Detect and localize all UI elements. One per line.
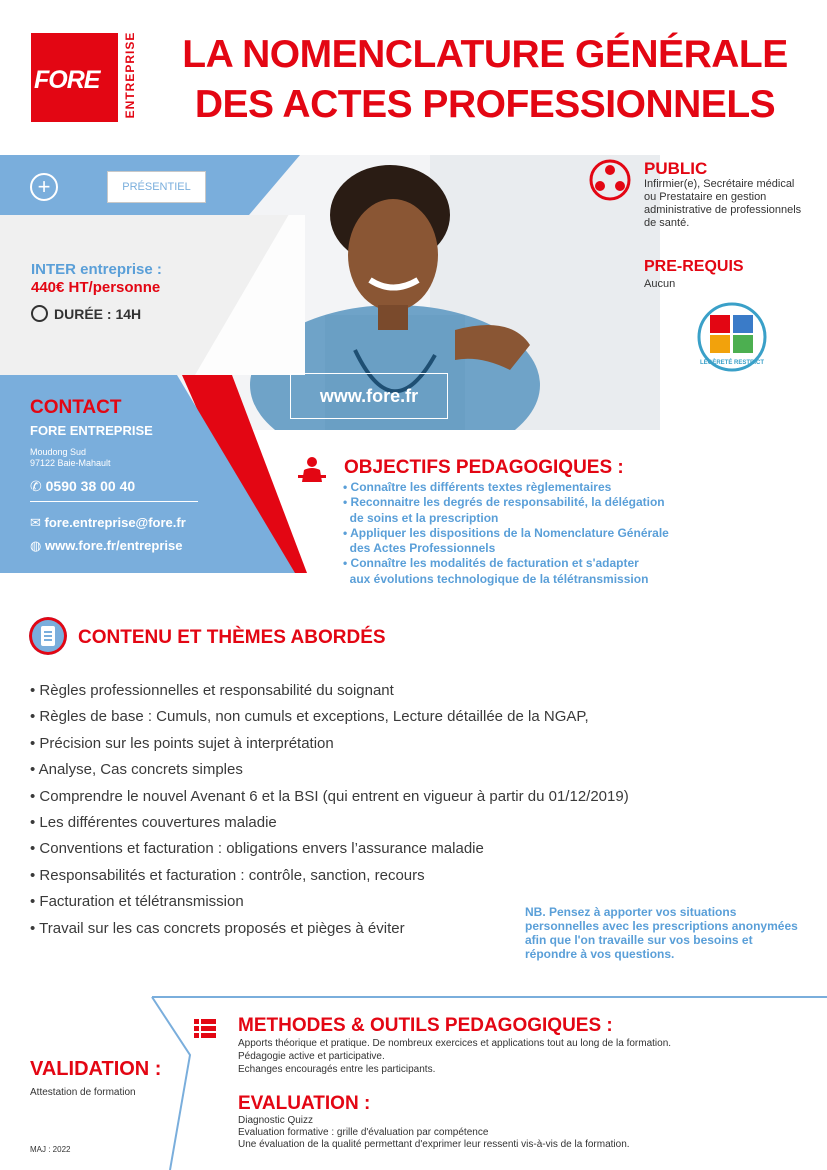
public-text: Infirmier(e), Secrétaire médical ou Prestataire en gestion administrative de professionnels de santé. [644,178,802,229]
public-icon [588,158,632,202]
objectif-item: des Actes Professionnels [343,541,496,556]
contenu-item: • Comprendre le nouvel Avenant 6 et la BSI (qui entrent en vigueur à partir du 01/12/2019) [30,787,629,805]
contact-phone[interactable] [30,478,135,495]
evaluation-heading: EVALUATION : [238,1093,371,1114]
accessibility-badge-icon [697,302,767,372]
website-url: www.fore.fr/entreprise [44,538,183,553]
duration [31,305,141,322]
price-label: 440€ HT/personne [31,279,161,296]
prerequis-heading: PRE-REQUIS [644,258,744,275]
evaluation-text [238,1115,818,1151]
prerequis-text: Aucun [644,278,676,290]
methodes-heading: METHODES & OUTILS PEDAGOGIQUES : [238,1015,613,1036]
contact-company: FORE ENTREPRISE [30,423,153,438]
globe-icon: ◍ [30,538,45,553]
contenu-item: • Précision sur les points sujet à interprétation [30,734,334,752]
contact-website[interactable] [30,538,182,554]
mail-icon: ✉ [30,515,45,530]
contenu-item: • Facturation et télétransmission [30,893,244,911]
contenu-item: • Règles de base : Cumuls, non cumuls et exceptions, Lecture détaillée de la NGAP, [30,708,589,726]
validation-text: Attestation de formation [30,1087,136,1098]
contact-divider [30,501,198,502]
list-icon [194,1019,216,1039]
objectif-item: de soins et la prescription [343,510,499,525]
badge-text: LÉGÈRETÉ RESTRICT [699,360,765,366]
objectifs-heading: OBJECTIFS PEDAGOGIQUES : [344,457,624,478]
contenu-item: • Travail sur les cas concrets proposés et pièges à éviter [30,919,405,937]
logo-side-text: ENTREPRISE [123,31,137,119]
clock-icon [31,305,48,322]
objectif-item: • Connaître les différents textes règlementaires [343,480,612,494]
contact-email[interactable] [30,515,186,531]
title-line-2: DES ACTES PROFESSIONNELS [194,83,776,126]
phone-number: 0590 38 00 40 [45,478,136,494]
address-line-2: 97122 Baie-Mahault [30,458,111,468]
email-address: fore.entreprise@fore.fr [44,515,186,530]
logo-side [120,33,140,123]
inter-label: INTER entreprise : [31,261,162,278]
objectif-item: • Reconnaitre les degrés de responsabilité, la délégation [343,495,665,510]
methodes-line: Echanges encouragés entre les participants. [238,1064,436,1075]
objectifs-list [343,480,743,587]
evaluation-line: Une évaluation de la qualité permettant d'exprimer leur ressenti vis-à-vis de la formation. [238,1139,630,1150]
plus-icon: + [30,173,58,201]
duration-label: DURÉE : 14H [54,306,142,322]
contenu-item: • Responsabilités et facturation : contrôle, sanction, recours [30,866,425,884]
contact-heading: CONTACT [30,397,122,418]
contact-address [30,447,111,469]
mode-label: PRÉSENTIEL [107,171,206,203]
logo-text: FORE [34,66,100,94]
maj-date: MAJ : 2022 [30,1145,71,1154]
contenu-list [30,678,730,942]
contenu-item: • Analyse, Cas concrets simples [30,761,243,779]
nb-note: NB. Pensez à apporter vos situations personnelles avec les prescriptions anonymées afin que l'on travaille sur vos besoins et répondre à vos questions. [525,905,798,961]
methodes-line: Apports théorique et pratique. De nombreux exercices et applications tout au long de la formation. [238,1038,672,1049]
contenu-heading: CONTENU ET THÈMES ABORDÉS [78,627,386,648]
contenu-item: • Conventions et facturation : obligations envers l’assurance maladie [30,840,484,858]
evaluation-line: Diagnostic Quizz [238,1115,314,1126]
public-heading: PUBLIC [644,159,708,178]
contenu-item: • Les différentes couvertures maladie [30,814,277,832]
objectif-item: • Appliquer les dispositions de la Nomenclature Générale [343,525,669,540]
validation-heading: VALIDATION : [30,1058,162,1080]
address-line-1: Moudong Sud [30,447,87,457]
methodes-line: Pédagogie active et participative. [238,1051,385,1062]
page-title [150,30,820,130]
title-line-1: LA NOMENCLATURE GÉNÉRALE [182,33,788,76]
phone-icon: ✆ [30,478,46,494]
contenu-item: • Règles professionnelles et responsabilité du soignant [30,682,394,699]
methodes-text [238,1037,818,1076]
teacher-icon [298,455,326,483]
site-url-box[interactable]: www.fore.fr [290,373,448,419]
objectif-item: aux évolutions technologique de la télétransmission [343,571,649,586]
objectif-item: • Connaître les modalités de facturation et s'adapter [343,556,639,571]
evaluation-line: Evaluation formative : grille d'évaluation par compétence [238,1127,489,1138]
clipboard-icon [29,617,67,655]
